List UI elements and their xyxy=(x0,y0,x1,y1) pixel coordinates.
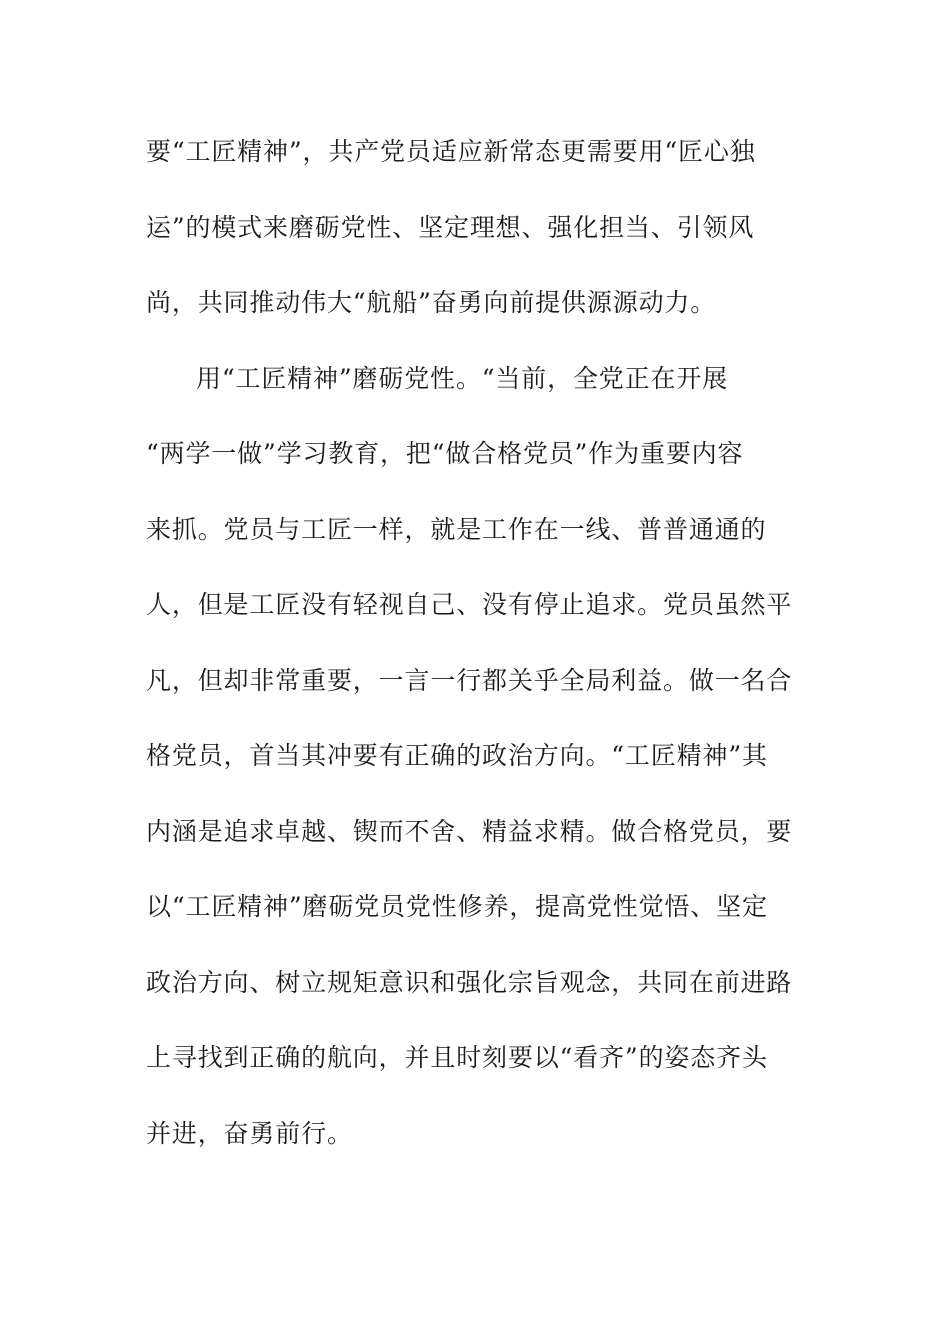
text-line: 并进，奋勇前行。 xyxy=(146,1118,353,1148)
text-line: 来抓。党员与工匠一样，就是工作在一线、普普通通的 xyxy=(146,514,767,544)
text-line: 政治方向、树立规矩意识和强化宗旨观念，共同在前进路 xyxy=(146,967,793,997)
text-line: 运”的模式来磨砺党性、坚定理想、强化担当、引领风 xyxy=(146,212,755,242)
text-line: “两学一做”学习教育，把“做合格党员”作为重要内容 xyxy=(146,439,744,468)
text-line: 内涵是追求卓越、锲而不舍、精益求精。做合格党员，要 xyxy=(146,816,793,846)
paragraph-first-line: 用“工匠精神”磨砺党性。“当前，全党正在开展 xyxy=(196,363,729,393)
text-line: 以“工匠精神”磨砺党员党性修养，提高党性觉悟、坚定 xyxy=(146,892,768,921)
text-line: 上寻找到正确的航向，并且时刻要以“看齐”的姿态齐头 xyxy=(146,1043,768,1072)
document-body xyxy=(146,127,793,1184)
text-line: 要“工匠精神”，共产党员适应新常态更需要用“匠心独 xyxy=(146,137,756,166)
text-line: 凡，但却非常重要，一言一行都关乎全局利益。做一名合 xyxy=(146,665,793,695)
text-line: 人，但是工匠没有轻视自己、没有停止追求。党员虽然平 xyxy=(146,590,793,619)
text-line: 格党员，首当其冲要有正确的政治方向。“工匠精神”其 xyxy=(146,741,768,770)
text-line: 尚，共同推动伟大“航船”奋勇向前提供源源动力。 xyxy=(146,288,717,317)
